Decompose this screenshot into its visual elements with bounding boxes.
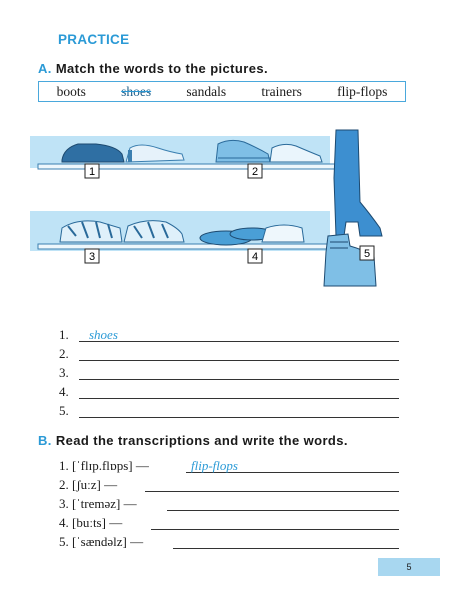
svg-text:4: 4 [251, 251, 259, 263]
transcription-row-4: 4. [buːts] — [59, 515, 404, 531]
section-b-letter: B. [38, 433, 52, 448]
transcription-row-1: 1. [ˈflɪp.flɒps] — flip-flops [59, 458, 404, 474]
section-title: PRACTICE [58, 32, 130, 47]
picture-number-5 [360, 246, 374, 260]
transcription-1: [ˈflɪp.flɒps] [72, 458, 133, 473]
match-line-2: 2. [59, 346, 404, 362]
match-answer-1[interactable]: shoes [89, 327, 118, 342]
word-trainers: trainers [261, 83, 302, 99]
match-line-1: 1. shoes [59, 327, 404, 343]
match-line-5: 5. [59, 403, 404, 419]
word-sandals: sandals [186, 83, 227, 99]
svg-text:2: 2 [251, 166, 259, 178]
transcription-5: [ˈsændəlz] [72, 534, 127, 549]
transcription-2: [ʃuːz] [72, 477, 101, 492]
section-b-instruction: Read the transcriptions and write the words. [55, 433, 348, 448]
section-a-letter: A. [38, 61, 52, 76]
picture-number-2 [248, 164, 262, 178]
section-a-instruction: Match the words to the pictures. [55, 61, 268, 76]
transcription-row-3: 3. [ˈtreməz] — [59, 496, 404, 512]
picture-number-3 [85, 249, 99, 263]
transcription-row-5: 5. [ˈsændəlz] — [59, 534, 404, 550]
transcription-4: [buːts] [72, 515, 106, 530]
shelf-bottom [38, 244, 340, 249]
shelf-top [38, 164, 340, 169]
match-line-4: 4. [59, 384, 404, 400]
transcription-row-2: 2. [ʃuːz] — [59, 477, 404, 493]
match-line-3: 3. [59, 365, 404, 381]
word-flip-flops: flip-flops [337, 83, 388, 99]
word-shoes: shoes [121, 83, 152, 99]
section-a-heading [38, 61, 268, 76]
svg-text:3: 3 [88, 251, 96, 263]
shoe-shelves-illustration [30, 118, 400, 303]
transcription-answer-1[interactable]: flip-flops [191, 458, 238, 473]
svg-text:5: 5 [363, 248, 371, 260]
picture-number-1 [85, 164, 99, 178]
boots-icon [324, 130, 382, 286]
transcription-3: [ˈtreməz] [72, 496, 121, 511]
svg-text:1: 1 [88, 166, 96, 178]
picture-number-4 [248, 249, 262, 263]
word-box [38, 81, 406, 102]
section-b-heading [38, 433, 348, 448]
page-number: 5 [378, 558, 440, 576]
word-boots: boots [56, 83, 86, 99]
